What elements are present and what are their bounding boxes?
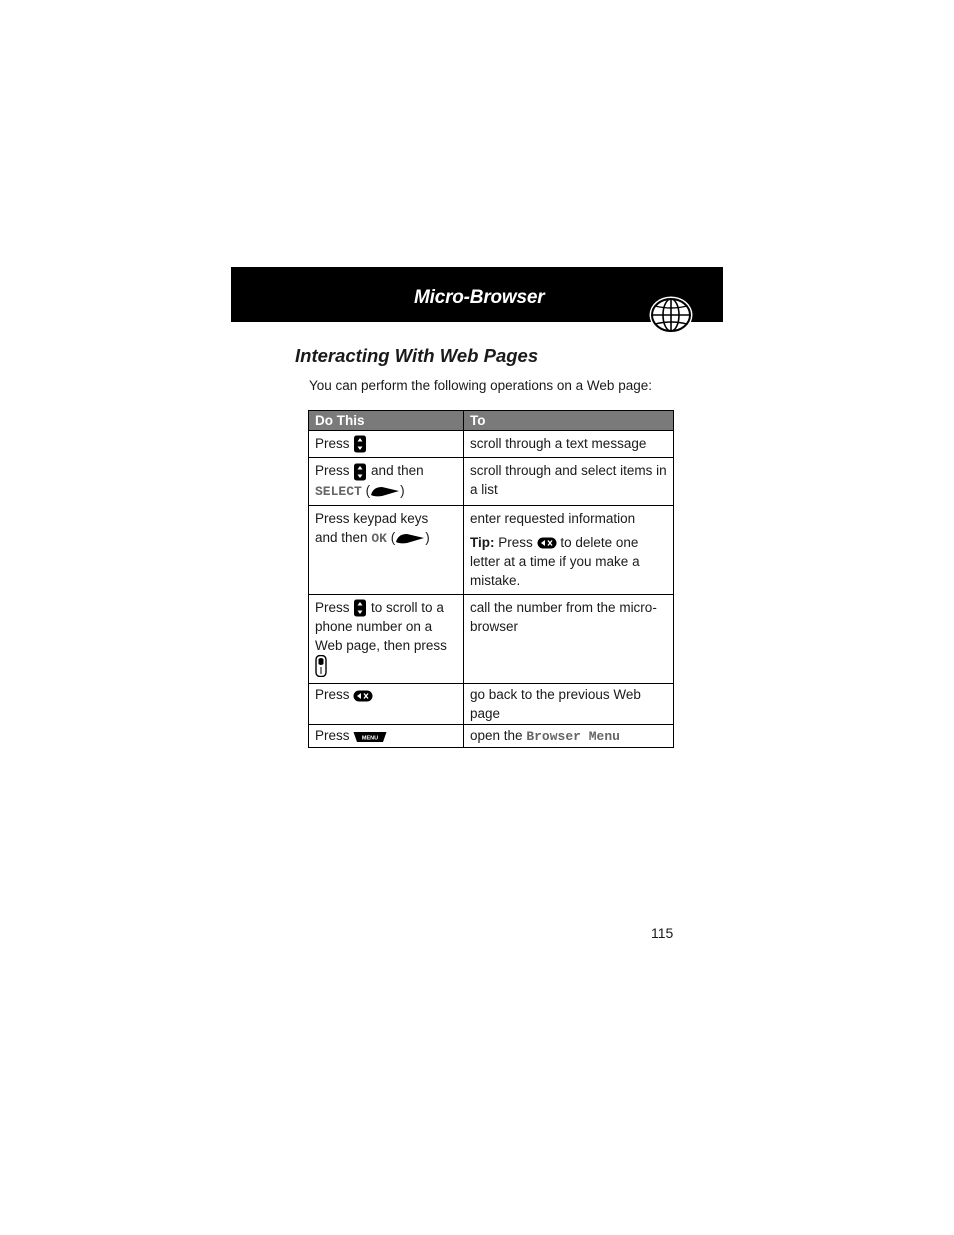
- do-this-cell: [309, 431, 464, 458]
- and-then-text: and then: [315, 529, 368, 545]
- press-text: Press: [315, 436, 350, 451]
- clear-back-key-icon: [537, 537, 557, 549]
- send-key-icon: [315, 655, 327, 677]
- open-paren: (: [365, 482, 371, 498]
- do-this-cell: [309, 594, 464, 683]
- to-cell: scroll through and select items in a list: [464, 458, 674, 505]
- press-text: Press: [315, 687, 350, 703]
- do-this-cell: [309, 458, 464, 505]
- do-this-cell: [309, 725, 464, 748]
- menu-key-icon: [353, 731, 387, 743]
- open-the-text: open the: [470, 728, 523, 744]
- to-cell: [464, 725, 674, 748]
- clear-back-key-icon: [353, 690, 373, 702]
- and-then-text: and then: [371, 463, 424, 479]
- operations-table: [308, 410, 674, 748]
- column-header-to: To: [464, 411, 674, 431]
- page-number: 115: [651, 925, 674, 941]
- chapter-title: Micro-Browser: [414, 287, 545, 308]
- select-key-label: SELECT: [315, 483, 362, 499]
- press-keypad-text: Press keypad keys: [315, 510, 429, 526]
- to-text: enter requested information: [470, 510, 636, 526]
- press-text: Press: [315, 728, 350, 744]
- press-text: Press: [315, 463, 350, 479]
- table-row: [309, 594, 674, 683]
- close-paren: ): [425, 529, 430, 545]
- navigation-key-icon: [353, 463, 367, 481]
- ok-key-label: OK: [371, 530, 387, 546]
- to-cell: go back to the previous Web page: [464, 684, 674, 725]
- globe-icon: [648, 295, 694, 335]
- to-cell: [464, 505, 674, 594]
- section-title: Interacting With Web Pages: [295, 345, 539, 366]
- right-soft-key-icon: [395, 532, 425, 544]
- table-row: [309, 431, 674, 458]
- open-paren: (: [390, 529, 396, 545]
- do-this-cell: [309, 505, 464, 594]
- table-row: [309, 725, 674, 748]
- close-paren: ): [400, 482, 405, 498]
- column-header-do-this: Do This: [309, 411, 464, 431]
- intro-text: You can perform the following operations on a Web page:: [309, 378, 652, 393]
- to-cell: scroll through a text message: [464, 431, 674, 458]
- navigation-key-icon: [353, 599, 367, 617]
- browser-menu-label: Browser Menu: [526, 729, 620, 745]
- table-row: [309, 684, 674, 725]
- tip-label: Tip:: [470, 534, 495, 550]
- navigation-key-icon: [353, 435, 367, 453]
- tip-press-text: Press: [498, 534, 533, 550]
- tip-text: to delete one letter at a time if you make a mistake.: [470, 534, 640, 588]
- press-text: Press: [315, 599, 350, 615]
- menu-key-label: MENU: [362, 735, 379, 742]
- table-row: [309, 505, 674, 594]
- to-cell: call the number from the micro-browser: [464, 594, 674, 683]
- scroll-instruction-text: to scroll to a phone number on a Web page, then press: [315, 599, 447, 654]
- table-row: [309, 458, 674, 505]
- chapter-header-bar: [231, 267, 723, 322]
- tip: [470, 533, 667, 590]
- right-soft-key-icon: [370, 485, 400, 497]
- do-this-cell: [309, 684, 464, 725]
- table-header-row: [309, 411, 674, 431]
